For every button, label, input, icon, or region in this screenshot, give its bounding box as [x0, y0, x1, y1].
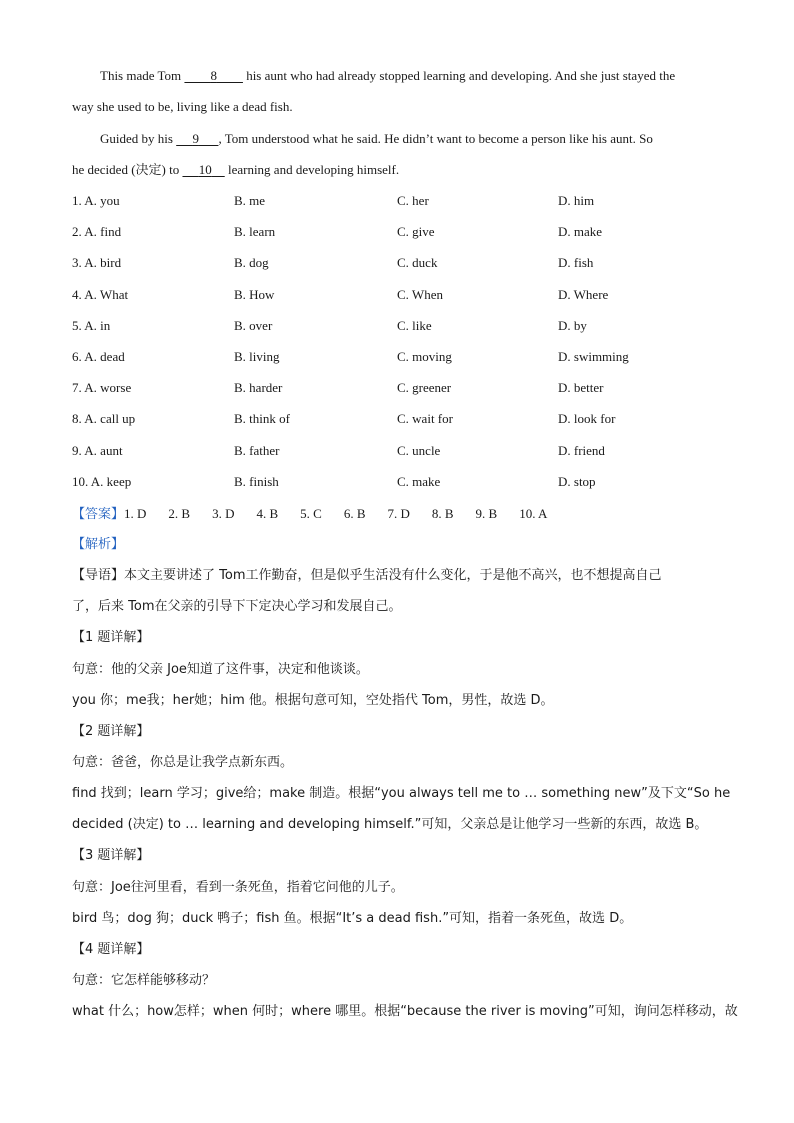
option-b: B. finish [234, 474, 279, 489]
blank-8 [184, 66, 243, 86]
option-c: C. give [397, 224, 435, 239]
answer-item: 9. B [475, 506, 498, 521]
option-b: B. dog [234, 255, 269, 270]
answer-key [72, 504, 547, 525]
q3-heading: 【3 题详解】 [72, 848, 150, 863]
q2-heading: 【2 题详解】 [72, 724, 150, 739]
q1-explanation: you 你；me我；her她；him 他。根据句意可知，空处指代 Tom，男性，故选 D。 [72, 693, 554, 708]
option-row [72, 316, 732, 336]
intro-line-1: 【导语】本文主要讲述了 Tom工作勤奋，但是似乎生活没有什么变化，于是他不高兴，也不想提高自己 [72, 568, 662, 583]
option-a: 1. A. you [72, 193, 120, 208]
option-b: B. over [234, 318, 273, 333]
q4-explanation: what 什么；how怎样；when 何时；where 哪里。根据“because the river is moving”可知，询问怎样移动，故 [72, 1004, 738, 1019]
option-b: B. father [234, 443, 280, 458]
option-b: B. harder [234, 380, 283, 395]
option-d: D. Where [558, 287, 609, 302]
blank-number: 8 [210, 68, 217, 83]
q4-heading: 【4 题详解】 [72, 942, 150, 957]
option-a: 4. A. What [72, 287, 129, 302]
passage-line-3 [100, 129, 722, 149]
intro-line-2: 了，后来 Tom在父亲的引导下下定决心学习和发展自己。 [72, 599, 402, 614]
passage-text: learning and developing himself. [224, 162, 400, 177]
q2-explanation-1: find 找到；learn 学习；give给；make 制造。根据“you always tell me to … something new”及下文“So he [72, 786, 731, 801]
answer-item: 10. A [519, 506, 548, 521]
q3-meaning: 句意：Joe往河里看，看到一条死鱼，指着它问他的儿子。 [72, 880, 404, 895]
option-d: D. by [558, 318, 587, 333]
option-b: B. me [234, 193, 266, 208]
option-c: C. uncle [397, 443, 441, 458]
option-b: B. How [234, 287, 275, 302]
option-a: 6. A. dead [72, 349, 125, 364]
passage-line-2: way she used to be, living like a dead fish. [72, 99, 293, 114]
blank-number: 10 [198, 162, 212, 177]
q2-explanation-2: decided (决定) to … learning and developing himself.”可知，父亲总是让他学习一些新的东西，故选 B。 [72, 817, 708, 832]
option-c: C. her [397, 193, 429, 208]
option-d: D. fish [558, 255, 594, 270]
answer-item: 5. C [300, 506, 322, 521]
option-c: C. make [397, 474, 441, 489]
option-b: B. think of [234, 411, 290, 426]
answer-item: 4. B [256, 506, 279, 521]
option-row [72, 472, 732, 492]
passage-text: , Tom understood what he said. He didn’t want to become a person like his aunt. So [218, 131, 653, 146]
q1-meaning: 句意：他的父亲 Joe知道了这件事，决定和他谈谈。 [72, 662, 369, 677]
option-a: 5. A. in [72, 318, 111, 333]
option-row [72, 409, 732, 429]
q4-meaning: 句意：它怎样能够移动？ [72, 973, 216, 988]
option-a: 7. A. worse [72, 380, 132, 395]
passage-line-4 [72, 160, 722, 180]
option-c: C. duck [397, 255, 438, 270]
option-c: C. moving [397, 349, 452, 364]
option-d: D. better [558, 380, 604, 395]
option-a: 2. A. find [72, 224, 122, 239]
option-row [72, 347, 732, 367]
option-a: 10. A. keep [72, 474, 132, 489]
option-b: B. living [234, 349, 280, 364]
analysis-label: 【解析】 [72, 537, 125, 552]
q2-meaning: 句意：爸爸，你总是让我学点新东西。 [72, 755, 294, 770]
passage-text: his aunt who had already stopped learning and developing. And she just stayed the [242, 68, 676, 83]
option-row [72, 222, 732, 242]
passage-text: Guided by his [100, 131, 177, 146]
answer-item: 8. B [431, 506, 454, 521]
option-c: C. like [397, 318, 432, 333]
option-a: 3. A. bird [72, 255, 122, 270]
option-a: 9. A. aunt [72, 443, 123, 458]
q1-heading: 【1 题详解】 [72, 630, 150, 645]
option-d: D. friend [558, 443, 605, 458]
q3-explanation: bird 鸟；dog 狗；duck 鸭子；fish 鱼。根据“It’s a dead fish.”可知，指着一条死鱼，故选 D。 [72, 911, 633, 926]
passage-text: he decided (决定) to [72, 162, 183, 177]
answer-item: 7. D [387, 506, 410, 521]
answer-item: 1. D [124, 506, 147, 521]
blank-10 [182, 160, 224, 180]
answer-item: 6. B [343, 506, 366, 521]
option-d: D. him [558, 193, 595, 208]
option-row [72, 285, 732, 305]
option-c: C. When [397, 287, 443, 302]
option-row [72, 253, 732, 273]
option-d: D. stop [558, 474, 596, 489]
blank-9 [176, 129, 218, 149]
option-row [72, 441, 732, 461]
option-c: C. wait for [397, 411, 453, 426]
answer-item: 3. D [212, 506, 235, 521]
option-d: D. make [558, 224, 603, 239]
option-row [72, 378, 732, 398]
option-c: C. greener [397, 380, 452, 395]
answer-tag: 【答案】 [72, 507, 125, 522]
option-row [72, 191, 732, 211]
passage-line-1 [100, 66, 722, 86]
option-a: 8. A. call up [72, 411, 136, 426]
option-b: B. learn [234, 224, 276, 239]
option-d: D. swimming [558, 349, 629, 364]
blank-number: 9 [192, 131, 199, 146]
passage-text: This made Tom [100, 68, 185, 83]
answer-item: 2. B [168, 506, 191, 521]
option-d: D. look for [558, 411, 616, 426]
